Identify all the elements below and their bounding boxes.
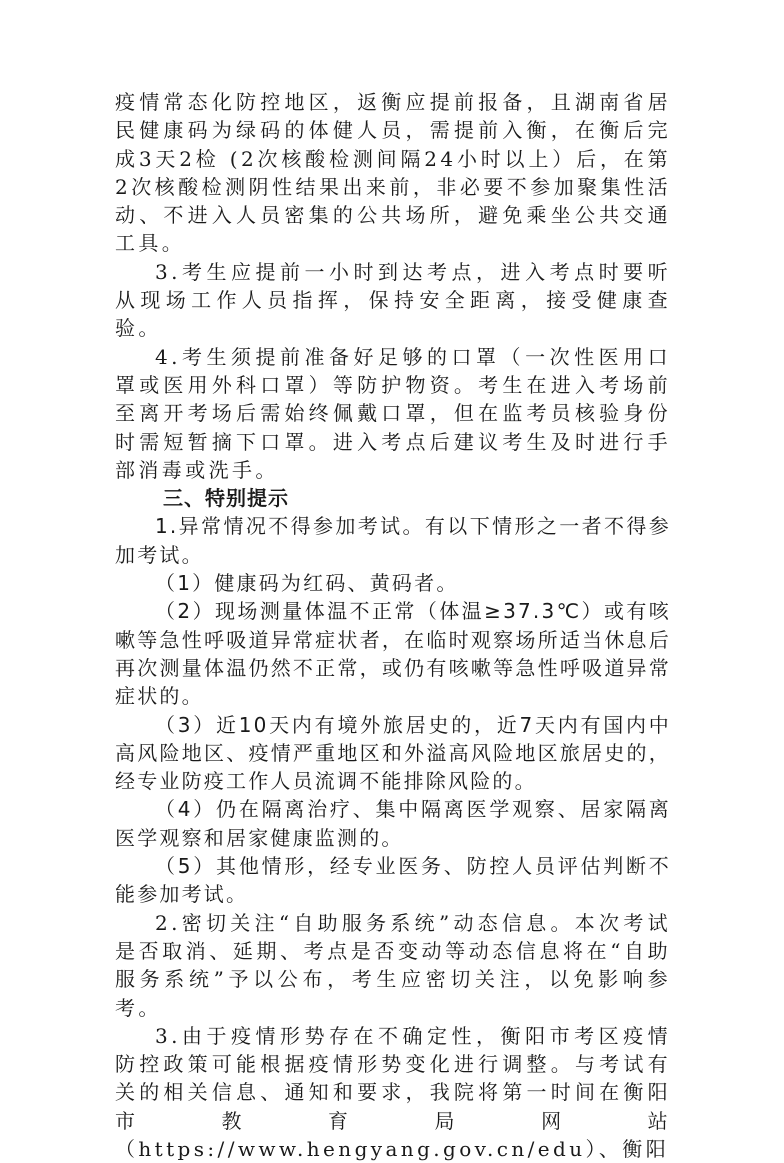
paragraph-continued: 疫情常态化防控地区，返衡应提前报备，且湖南省居民健康码为绿码的体健人员，需提前入衡，在衡后完成3天2检 (2次核酸检测间隔24小时以上）后，在第2次核酸检测阴性结果出来前，非必要不参加聚集性活动、不进入人员密集的公共场所，避免乘坐公共交通工具。 [115,90,671,256]
sub-item-4: （4）仍在隔离治疗、集中隔离医学观察、居家隔离医学观察和居家健康监测的。 [115,797,671,850]
special-item-2: 2.密切关注“自助服务系统”动态信息。本次考试是否取消、延期、考点是否变动等动态信息将在“自助服务系统”予以公布，考生应密切关注，以免影响参考。 [115,910,671,1020]
sub-item-3: （3）近10天内有境外旅居史的，近7天内有国内中高风险地区、疫情严重地区和外溢高风险地区旅居史的，经专业防疫工作人员流调不能排除风险的。 [115,712,671,794]
sub-item-1: （1）健康码为红码、黄码者。 [155,571,459,596]
sub-item-5: （5）其他情形，经专业医务、防控人员评估判断不能参加考试。 [115,854,671,907]
paragraph-item-4: 4.考生须提前准备好足够的口罩（一次性医用口罩或医用外科口罩）等防护物资。考生在进入考场前至离开考场后需始终佩戴口罩，但在监考员核验身份时需短暂摘下口罩。进入考点后建议考生及时进行手部消毒或洗手。 [115,344,671,482]
document-page [115,88,671,1163]
sub-item-2: （2）现场测量体温不正常（体温≥37.3℃）或有咳嗽等急性呼吸道异常症状者，在临时观察场所适当休息后再次测量体温仍然不正常，或仍有咳嗽等急性呼吸道异常症状的。 [115,599,671,709]
section-heading: 三、特别提示 [163,486,289,511]
special-item-3: 3.由于疫情形势存在不确定性，衡阳市考区疫情防控政策可能根据疫情形势变化进行调整。与考试有关的相关信息、通知和要求，我院将第一时间在衡阳市教育局网站（https://www.hengyang.gov.cn/edu）、衡阳 [115,1023,671,1161]
special-item-1: 1.异常情况不得参加考试。有以下情形之一者不得参加考试。 [115,514,671,567]
paragraph-item-3: 3.考生应提前一小时到达考点，进入考点时要听从现场工作人员指挥，保持安全距离，接受健康查验。 [115,259,671,341]
